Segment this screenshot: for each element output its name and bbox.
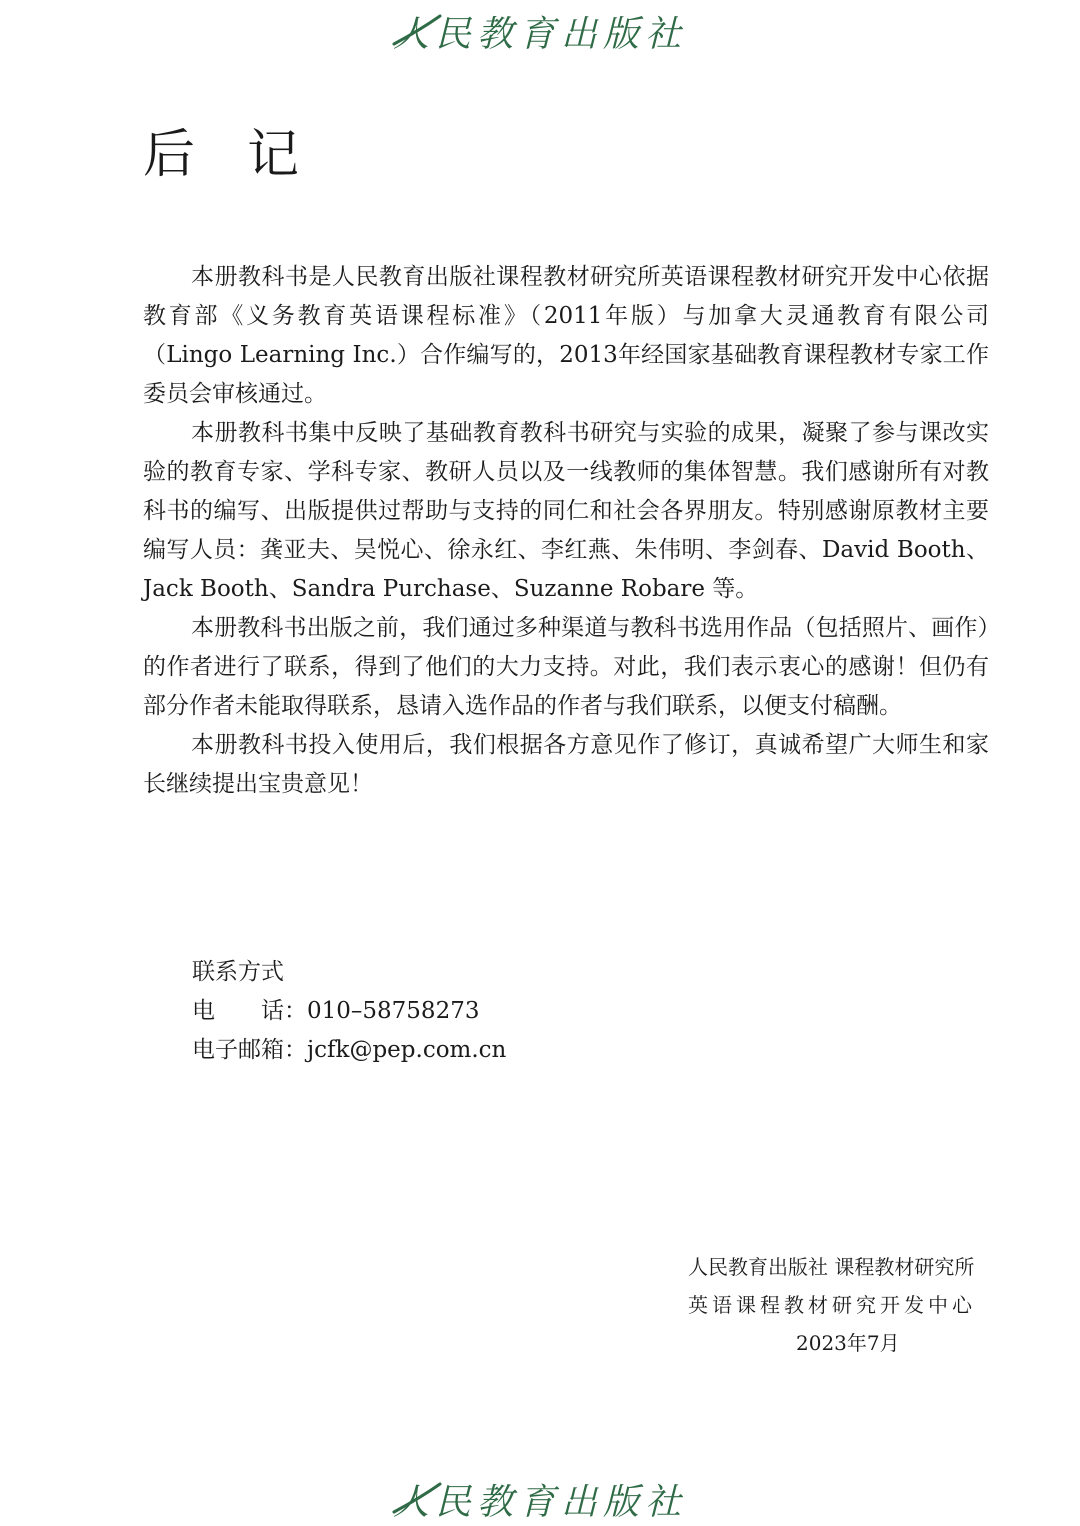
logo-swash-top-icon bbox=[380, 10, 700, 50]
contact-block bbox=[192, 953, 506, 1070]
paragraph-1: 本册教科书是人民教育出版社课程教材研究所英语课程教材研究开发中心依据教育部《义务教育英语课程标准》（2011年版）与加拿大灵通教育有限公司（Lingo Learning Inc.）合作编写的，2013年经国家基础教育课程教材专家工作委员会审核通过。 bbox=[143, 264, 989, 407]
contact-phone: 电 话：010–58758273 bbox=[192, 998, 480, 1024]
signature-date: 2023年7月 bbox=[796, 1331, 900, 1355]
page-title: 后记 bbox=[143, 125, 352, 185]
paragraph-3: 本册教科书出版之前，我们通过多种渠道与教科书选用作品（包括照片、画作）的作者进行了联系，得到了他们的大力支持。对此，我们表示衷心的感谢！但仍有部分作者未能取得联系，恳请入选作品的作者与我们联系，以便支付稿酬。 bbox=[143, 615, 989, 719]
body-text bbox=[143, 258, 989, 804]
logo-swash-bottom-icon bbox=[380, 1478, 700, 1518]
publisher-logo-top: 人民教育出版社 bbox=[392, 14, 687, 55]
contact-heading: 联系方式 bbox=[192, 959, 284, 985]
publisher-logo-bottom: 人民教育出版社 bbox=[392, 1482, 687, 1523]
signature-center: 英语课程教材研究开发中心 bbox=[688, 1293, 976, 1317]
paragraph-4: 本册教科书投入使用后，我们根据各方意见作了修订，真诚希望广大师生和家长继续提出宝贵意见！ bbox=[143, 732, 989, 797]
paragraph-2: 本册教科书集中反映了基础教育教科书研究与实验的成果，凝聚了参与课改实验的教育专家、学科专家、教研人员以及一线教师的集体智慧。我们感谢所有对教科书的编写、出版提供过帮助与支持的同仁和社会各界朋友。特别感谢原教材主要编写人员：龚亚夫、吴悦心、徐永红、李红燕、朱伟明、李剑春、David Booth、Jack Booth、Sandra Purchase、Suzanne Robare 等。 bbox=[143, 420, 989, 602]
signature-publisher: 人民教育出版社 课程教材研究所 bbox=[688, 1255, 975, 1279]
signature-block bbox=[660, 1248, 1020, 1362]
contact-email[interactable]: 电子邮箱：jcfk@pep.com.cn bbox=[192, 1037, 507, 1063]
